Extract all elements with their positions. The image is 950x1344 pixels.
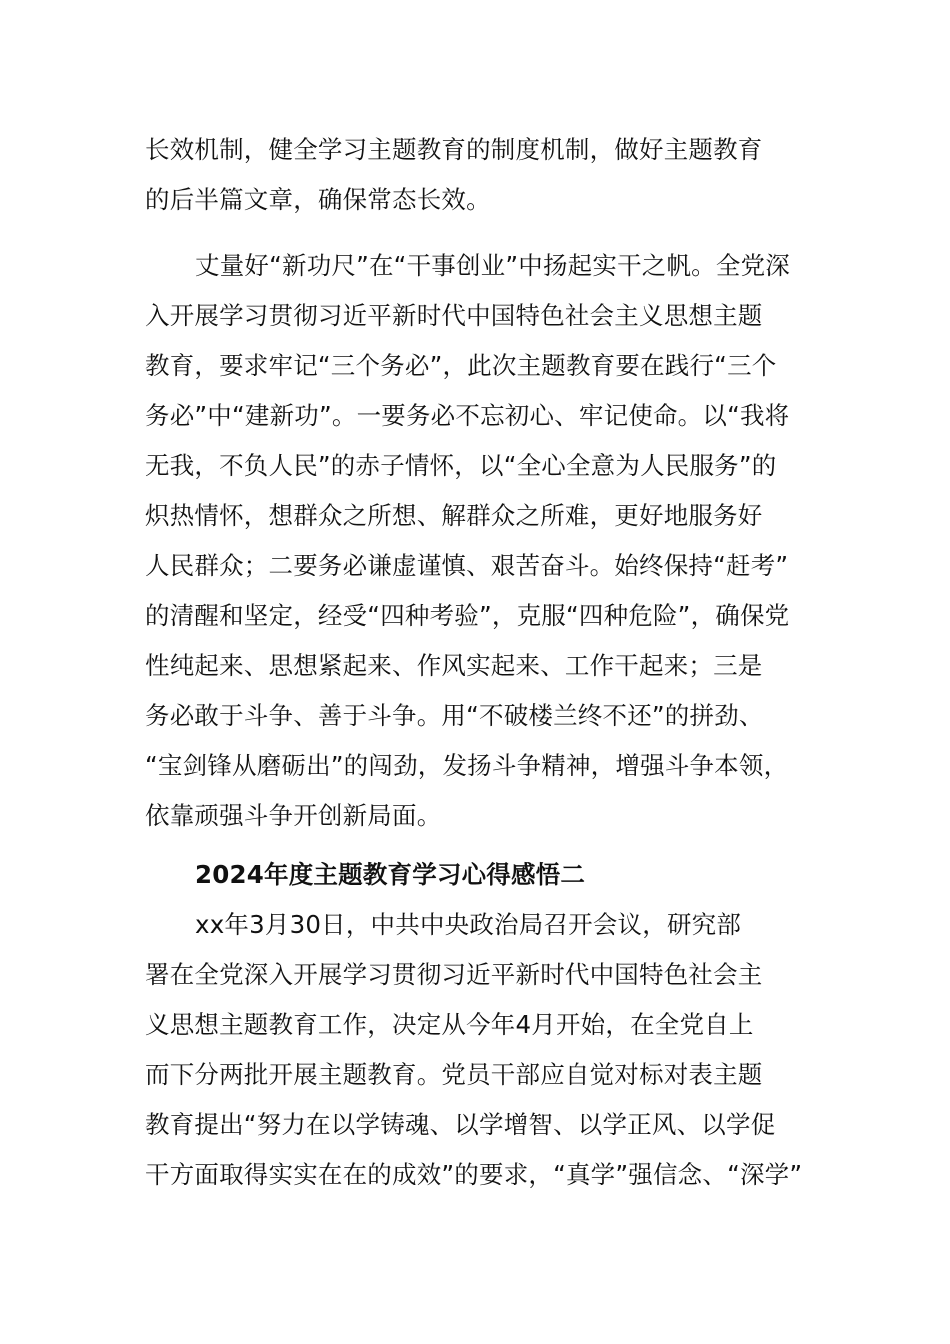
text-line: 无我，不负人民”的赤子情怀，以“全心全意为人民服务”的: [145, 451, 777, 480]
text-line: 而下分两批开展主题教育。党员干部应自觉对标对表主题: [145, 1060, 763, 1089]
text-line: 人民群众；二要务必谦虚谨慎、艰苦奋斗。始终保持“赶考”: [145, 551, 789, 580]
text-line: 署在全党深入开展学习贯彻习近平新时代中国特色社会主: [145, 960, 763, 989]
text-line: 性纯起来、思想紧起来、作风实起来、工作干起来；三是: [145, 651, 763, 680]
text-line: 的后半篇文章，确保常态长效。: [145, 185, 491, 214]
section-heading-text: 2024年度主题教育学习心得感悟二: [195, 860, 586, 889]
text-line: 干方面取得实实在在的成效”的要求，“真学”强信念、“深学”: [145, 1160, 803, 1189]
text-line: 丈量好“新功尺”在“干事创业”中扬起实干之帆。全党深: [195, 251, 790, 280]
text-line: 教育提出“努力在以学铸魂、以学增智、以学正风、以学促: [145, 1110, 776, 1139]
paragraph-politburo-meeting: [145, 900, 805, 1200]
text-line: 教育，要求牢记“三个务必”，此次主题教育要在践行“三个: [145, 351, 777, 380]
text-line: 长效机制，健全学习主题教育的制度机制，做好主题教育: [145, 135, 763, 164]
text-line: 炽热情怀，想群众之所想、解群众之所难，更好地服务好: [145, 501, 763, 530]
text-line: 务必敢于斗争、善于斗争。用“不破楼兰终不还”的拼劲、: [145, 701, 764, 730]
paragraph-continuation: [145, 125, 805, 225]
paragraph-new-merit: [145, 241, 805, 841]
text-line: 的清醒和坚定，经受“四种考验”，克服“四种危险”，确保党: [145, 601, 790, 630]
text-line: xx年3月30日，中共中央政治局召开会议，研究部: [195, 910, 742, 939]
text-line: 义思想主题教育工作，决定从今年4月开始，在全党自上: [145, 1010, 754, 1039]
text-line: 依靠顽强斗争开创新局面。: [145, 801, 442, 830]
section-heading: [145, 850, 805, 900]
text-line: “宝剑锋从磨砺出”的闯劲，发扬斗争精神，增强斗争本领，: [145, 751, 789, 780]
text-line: 务必”中“建新功”。一要务必不忘初心、牢记使命。以“我将: [145, 401, 790, 430]
text-line: 入开展学习贯彻习近平新时代中国特色社会主义思想主题: [145, 301, 763, 330]
